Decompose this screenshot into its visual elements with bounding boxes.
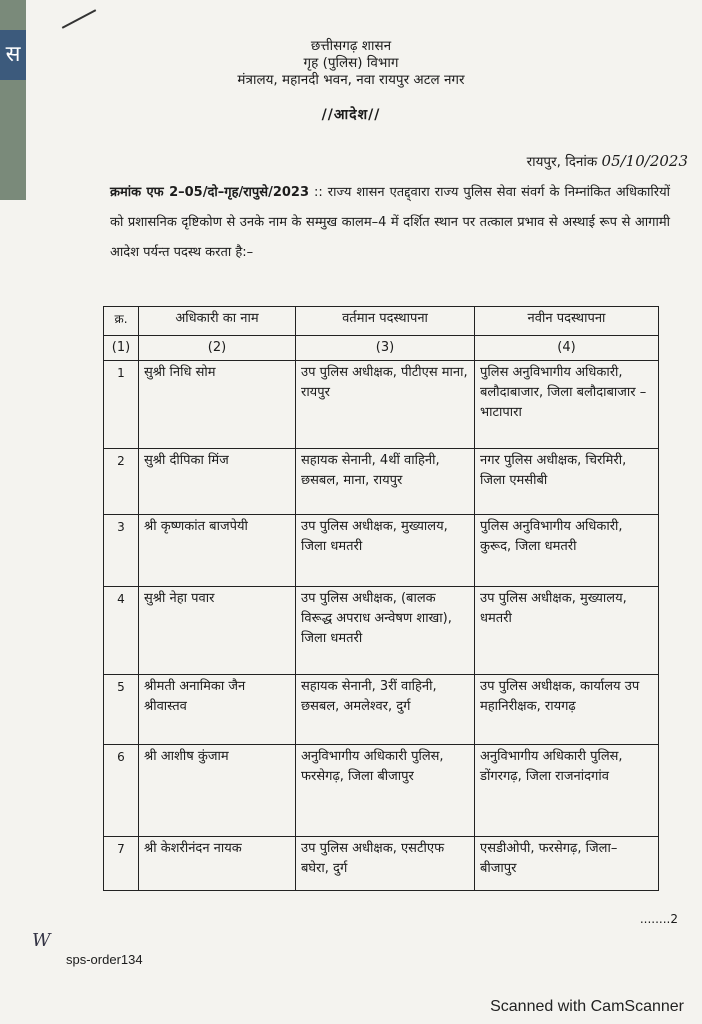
col-index-3: (3): [296, 336, 475, 361]
order-body: [110, 178, 670, 268]
row-new-posting: उप पुलिस अधीक्षक, कार्यालय उप महानिरीक्षक, रायगढ़: [475, 675, 659, 745]
row-serial: 4: [104, 587, 139, 675]
col-header-current: वर्तमान पदस्थापना: [296, 307, 475, 336]
header-line-2: गृह (पुलिस) विभाग: [303, 55, 399, 71]
col-header-serial: क्र.: [104, 307, 139, 336]
table-row: [104, 675, 659, 745]
row-current-posting: सहायक सेनानी, 3रीं वाहिनी, छसबल, अमलेश्वर, दुर्ग: [296, 675, 475, 745]
order-date: [527, 152, 688, 170]
row-serial: 2: [104, 449, 139, 515]
row-serial: 3: [104, 515, 139, 587]
row-current-posting: उप पुलिस अधीक्षक, पीटीएस माना, रायपुर: [296, 361, 475, 449]
row-serial: 1: [104, 361, 139, 449]
date-prefix: रायपुर, दिनांक: [526, 154, 598, 170]
col-index-2: (2): [139, 336, 296, 361]
order-title: //आदेश//: [321, 107, 381, 123]
scanner-watermark: Scanned with CamScanner: [490, 998, 684, 1015]
row-new-posting: नगर पुलिस अधीक्षक, चिरमिरी, जिला एमसीबी: [475, 449, 659, 515]
table-row: [104, 361, 659, 449]
table-index-row: [104, 336, 659, 361]
row-current-posting: उप पुलिस अधीक्षक, एसटीएफ बघेरा, दुर्ग: [296, 837, 475, 891]
body-text: :: राज्य शासन एतद्द्वारा राज्य पुलिस सेवा संवर्ग के निम्नांकित अधिकारियों को प्रशासनिक दृष्टिकोण से उनके नाम के सम्मुख कालम–4 में दर्शित स्थान पर तत्काल प्रभाव से अस्थाई रूप से आगामी आदेश पर्यन्त पदस्थ करता है:–: [110, 185, 670, 260]
row-new-posting: उप पुलिस अधीक्षक, मुख्यालय, धमतरी: [475, 587, 659, 675]
col-header-new: नवीन पदस्थापना: [475, 307, 659, 336]
posting-table: [103, 306, 659, 891]
row-current-posting: उप पुलिस अधीक्षक, मुख्यालय, जिला धमतरी: [296, 515, 475, 587]
row-new-posting: अनुविभागीय अधिकारी पुलिस, डोंगरगढ़, जिला राजनांदगांव: [475, 745, 659, 837]
row-serial: 7: [104, 837, 139, 891]
initials-signature: W: [32, 930, 51, 951]
header-line-3: मंत्रालय, महानदी भवन, नवा रायपुर अटल नगर: [237, 72, 465, 88]
row-serial: 6: [104, 745, 139, 837]
row-new-posting: एसडीओपी, फरसेगढ़, जिला–बीजापुर: [475, 837, 659, 891]
row-officer-name: श्री केशरीनंदन नायक: [139, 837, 296, 891]
row-officer-name: श्री आशीष कुंजाम: [139, 745, 296, 837]
row-current-posting: उप पुलिस अधीक्षक, (बालक विरूद्ध अपराध अन्वेषण शाखा), जिला धमतरी: [296, 587, 475, 675]
row-officer-name: सुश्री दीपिका मिंज: [139, 449, 296, 515]
header-line-1: छत्तीसगढ़ शासन: [310, 38, 392, 54]
table-row: [104, 515, 659, 587]
row-officer-name: सुश्री निधि सोम: [139, 361, 296, 449]
row-officer-name: श्री कृष्णकांत बाजपेयी: [139, 515, 296, 587]
row-serial: 5: [104, 675, 139, 745]
table-row: [104, 587, 659, 675]
date-value: 05/10/2023: [601, 152, 688, 170]
row-new-posting: पुलिस अनुविभागीय अधिकारी, बलौदाबाजार, जिला बलौदाबाजार – भाटापारा: [475, 361, 659, 449]
table-row: [104, 837, 659, 891]
table-row: [104, 449, 659, 515]
row-officer-name: सुश्री नेहा पवार: [139, 587, 296, 675]
col-index-1: (1): [104, 336, 139, 361]
col-index-4: (4): [475, 336, 659, 361]
row-officer-name: श्रीमती अनामिका जैन श्रीवास्तव: [139, 675, 296, 745]
reference-number: क्रमांक एफ 2–05/दो–गृह/रापुसे/2023: [110, 185, 310, 200]
row-current-posting: अनुविभागीय अधिकारी पुलिस, फरसेगढ़, जिला बीजापुर: [296, 745, 475, 837]
row-new-posting: पुलिस अनुविभागीय अधिकारी, कुरूद, जिला धमतरी: [475, 515, 659, 587]
side-strip-letter: स: [0, 30, 26, 80]
page-continuation-marker: ........2: [639, 912, 678, 926]
pen-mark: [62, 9, 96, 29]
col-header-name: अधिकारी का नाम: [139, 307, 296, 336]
table-row: [104, 745, 659, 837]
file-reference: sps-order134: [66, 952, 143, 967]
table-header-row: [104, 307, 659, 336]
row-current-posting: सहायक सेनानी, 4थीं वाहिनी, छसबल, माना, रायपुर: [296, 449, 475, 515]
